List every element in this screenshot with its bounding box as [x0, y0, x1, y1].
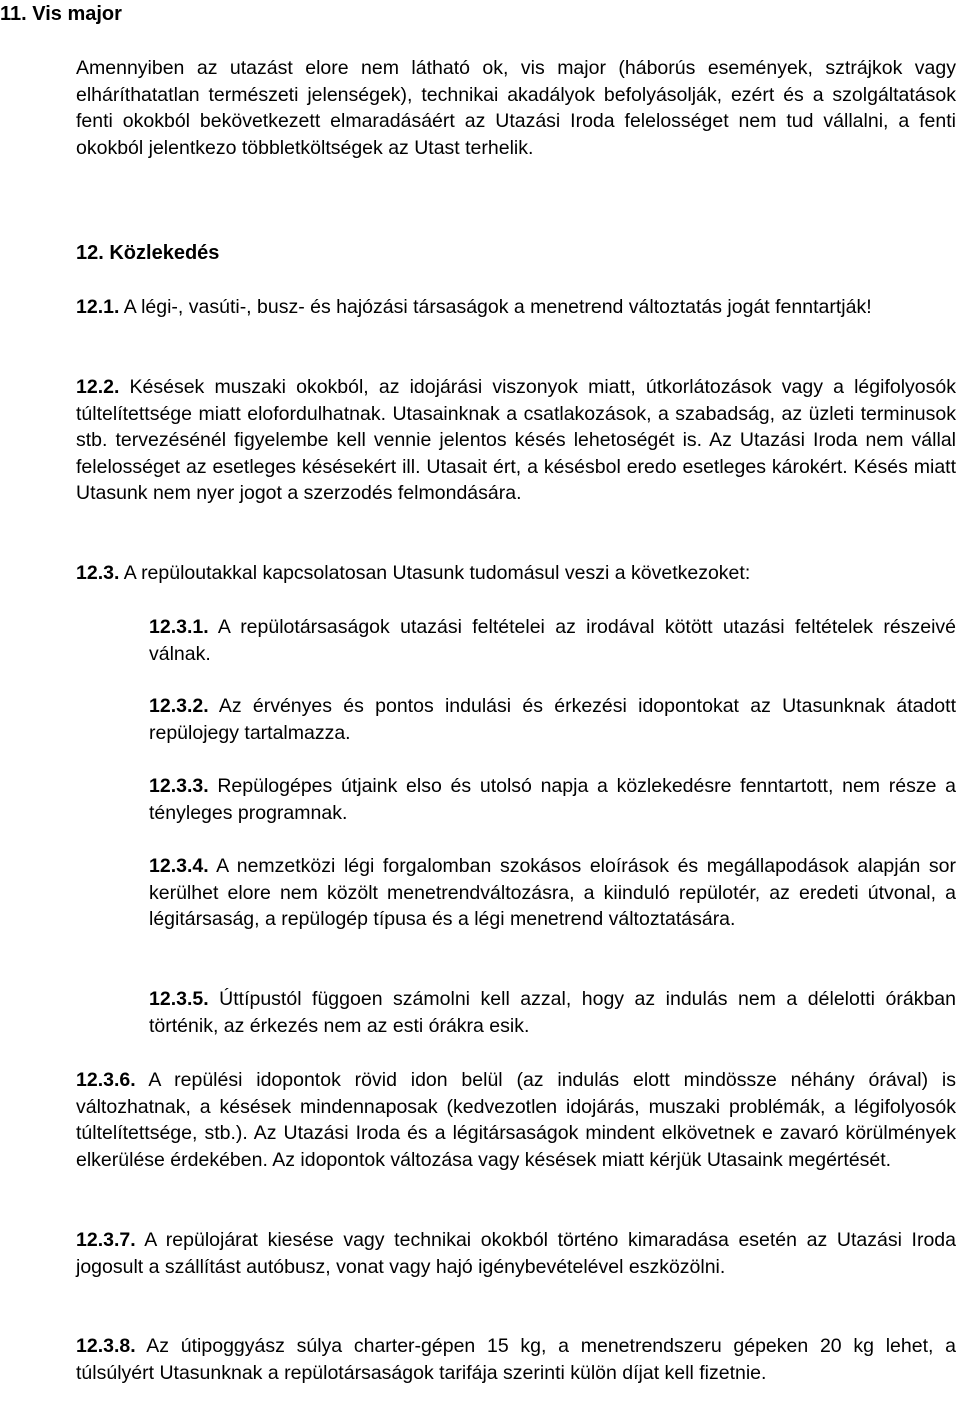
clause-12-3: [76, 560, 956, 587]
clause-12-3-3: [149, 773, 956, 826]
clause-12-3-5: [149, 986, 956, 1039]
clause-number: 12.3.4.: [149, 855, 209, 877]
clause-number: 12.3.3.: [149, 775, 209, 797]
section-12-title: 12. Közlekedés: [76, 242, 220, 264]
clause-number: 12.1.: [76, 296, 120, 318]
clause-text: Az érvényes és pontos indulási és érkezési idopontokat az Utasunknak átadott repülojegy tartalmazza.: [149, 695, 956, 744]
clause-number: 12.3.8.: [76, 1335, 136, 1357]
clause-text: A repülojárat kiesése vagy technikai okokból történo kimaradása esetén az Utazási Iroda jogosult a szállítást autóbusz, vonat vagy hajó igénybevételével eszközölni.: [76, 1229, 956, 1278]
clause-text: A repülési idopontok rövid idon belül (az indulás elott mindössze néhány órával) is változhatnak, a késések mindennaposak (kedvezotlen idojárás, muszaki problémák, a légifolyosók túltelítettsége, stb.). Az Utazási Iroda és a légitársaságok mindent elkövetnek e zavaró körülmények elkerülése érdekében. Az idopontok változása vagy késések miatt kérjük Utasaink megértését.: [76, 1069, 956, 1171]
clause-12-3-4: [149, 853, 956, 933]
clause-12-3-7: [76, 1227, 956, 1280]
clause-12-2: [76, 374, 956, 507]
clause-text: Úttípustól függoen számolni kell azzal, hogy az indulás nem a délelotti órákban történik, az érkezés nem az esti órákra esik.: [149, 988, 956, 1037]
section-11-paragraph: Amennyiben az utazást elore nem látható ok, vis major (háborús események, sztrájkok vagy elháríthatatlan természeti jelenségek), technikai akadályok befolyásolják, ezért és a szolgáltatások fenti okokból bekövetkezett elmaradásáért az Utazási Iroda felelosséget nem tud vállalni, a fenti okokból jelentkezo többletköltségek az Utast terhelik.: [76, 57, 956, 159]
clause-text: Késések muszaki okokból, az idojárási viszonyok miatt, útkorlátozások vagy a légifolyosók túltelítettsége miatt elofordulhatnak. Utasainknak a csatlakozások, a szabadság, az üzleti terminusok stb. tervezésénél figyelembe kell vennie jelentos késés lehetoségét is. Az Utazási Iroda nem vállal felelosséget az esetleges késésekért ill. Utasait ért, a késésbol eredo esetleges károkért. Késés miatt Utasunk nem nyer jogot a szerzodés felmondására.: [76, 376, 956, 505]
section-11-title: 11. Vis major: [0, 3, 122, 25]
clause-number: 12.3.7.: [76, 1229, 136, 1251]
clause-number: 12.3.5.: [149, 988, 209, 1010]
clause-text: A nemzetközi légi forgalomban szokásos eloírások és megállapodások alapján sor kerülhet elore nem közölt menetrendváltozásra, a kiinduló repülotér, az eredeti útvonal, a légitársaság, a repülogép típusa és a légi menetrend változtatására.: [149, 855, 956, 931]
clause-text: A repülotársaságok utazási feltételei az irodával kötött utazási feltételek részeivé válnak.: [149, 616, 956, 665]
clause-12-1: [76, 294, 956, 321]
clause-number: 12.3.1.: [149, 616, 209, 638]
clause-text: Repülogépes útjaink elso és utolsó napja a közlekedésre fenntartott, nem része a tényleges programnak.: [149, 775, 956, 824]
clause-12-3-6: [76, 1067, 956, 1173]
clause-number: 12.3.6.: [76, 1069, 136, 1091]
clause-number: 12.3.: [76, 562, 120, 584]
clause-number: 12.3.2.: [149, 695, 209, 717]
clause-12-3-8: [76, 1333, 956, 1386]
clause-number: 12.2.: [76, 376, 120, 398]
clause-12-3-1: [149, 614, 956, 667]
clause-text: A légi-, vasúti-, busz- és hajózási társaságok a menetrend változtatás jogát fenntartják!: [119, 296, 872, 318]
clause-12-3-2: [149, 693, 956, 746]
clause-text: Az útipoggyász súlya charter-gépen 15 kg, a menetrendszeru gépeken 20 kg lehet, a túlsúlyért Utasunknak a repülotársaságok tarifája szerinti külön díjat kell fizetnie.: [76, 1335, 956, 1384]
clause-text: A repüloutakkal kapcsolatosan Utasunk tudomásul veszi a következoket:: [119, 562, 751, 584]
